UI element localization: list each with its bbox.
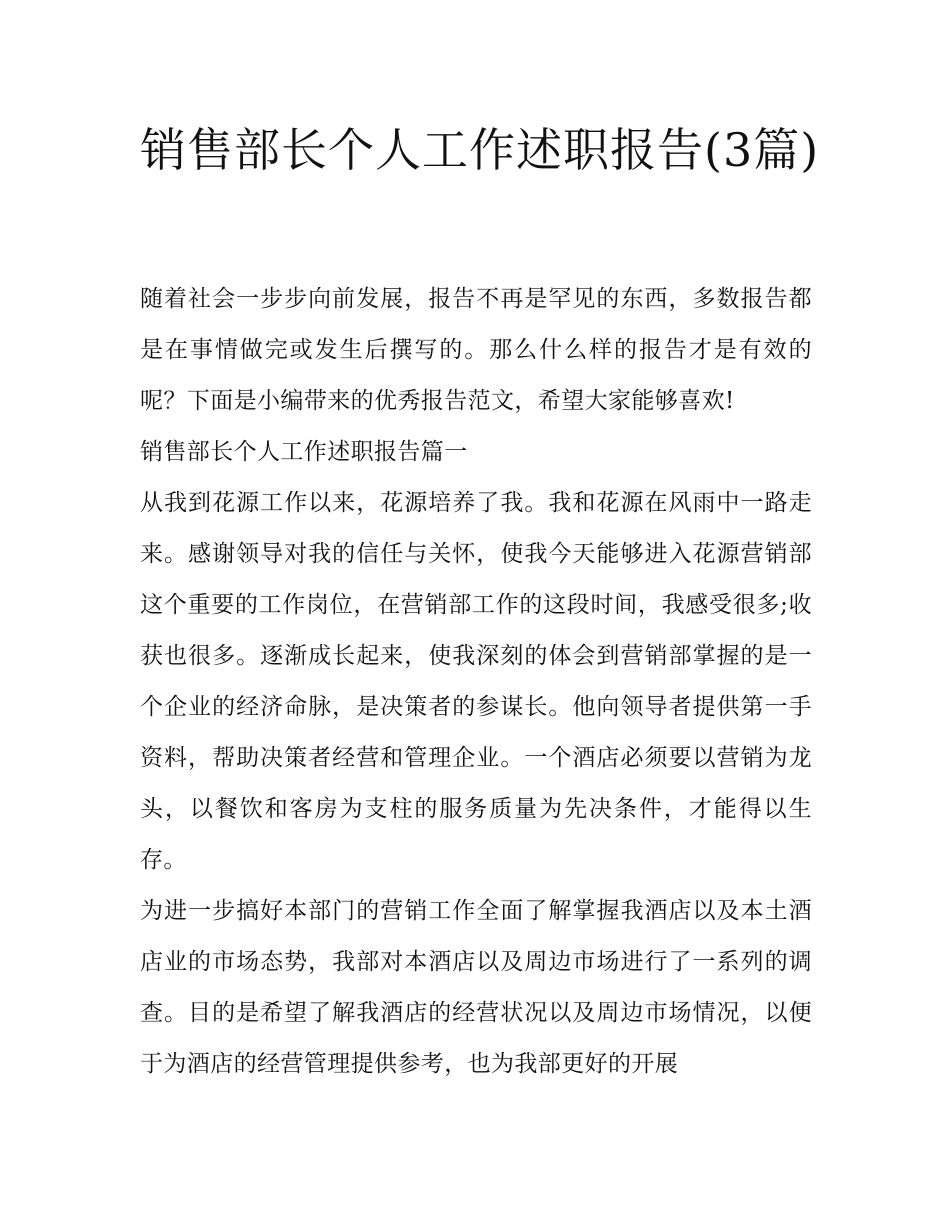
body-paragraph: 为进一步搞好本部门的营销工作全面了解掌握我酒店以及本土酒店业的市场态势，我部对本酒店以及周边市场进行了一系列的调查。目的是希望了解我酒店的经营状况以及周边市场情况，以便于为酒店的经营管理提供参考，也为我部更好的开展 [140, 898, 812, 1077]
section-heading: 销售部长个人工作述职报告篇一 [140, 439, 468, 465]
intro-paragraph: 随着社会一步步向前发展，报告不再是罕见的东西，多数报告都是在事情做完或发生后撰写的。那么什么样的报告才是有效的呢？下面是小编带来的优秀报告范文，希望大家能够喜欢! [140, 286, 812, 414]
document-title: 销售部长个人工作述职报告(3篇) [140, 123, 820, 177]
document-body [140, 274, 812, 1090]
body-paragraph: 从我到花源工作以来，花源培养了我。我和花源在风雨中一路走来。感谢领导对我的信任与关怀，使我今天能够进入花源营销部这个重要的工作岗位，在营销部工作的这段时间，我感受很多;收获也很多。逐渐成长起来，使我深刻的体会到营销部掌握的是一个企业的经济命脉，是决策者的参谋长。他向领导者提供第一手资料，帮助决策者经营和管理企业。一个酒店必须要以营销为龙头，以餐饮和客房为支柱的服务质量为先决条件，才能得以生存。 [140, 490, 812, 873]
